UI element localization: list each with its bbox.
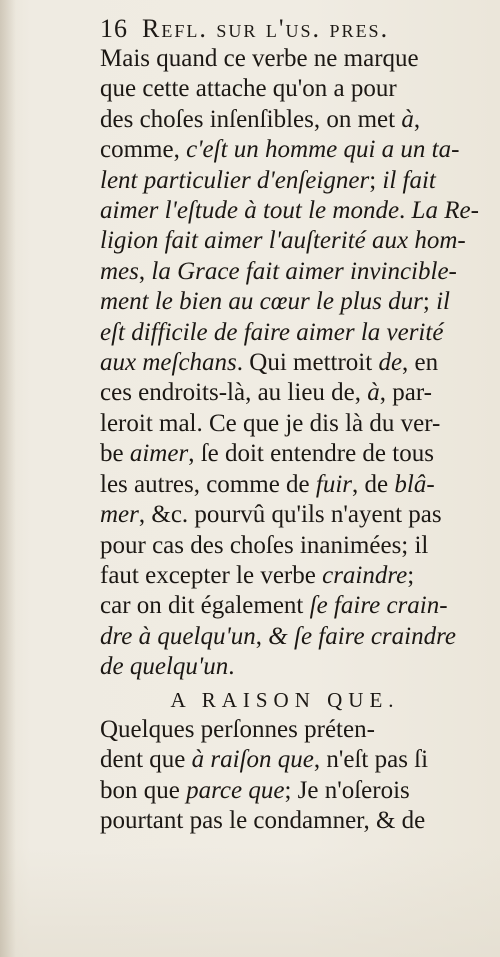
text-segment: ſe faire crain- (309, 592, 448, 620)
text-line (100, 226, 470, 256)
text-line (100, 378, 470, 408)
text-line (100, 622, 470, 652)
text-line (100, 715, 470, 745)
text-segment: car on dit également (100, 592, 310, 620)
text-segment: fuir (315, 470, 353, 498)
text-segment: aimer l'eſtude à tout le monde (100, 197, 400, 225)
text-segment: craindre (322, 561, 408, 589)
text-segment: ment le bien au cœur le plus dur (100, 288, 423, 316)
text-segment: ces endroits-là, au lieu de, (100, 379, 368, 407)
text-segment: dre à quelqu'un (100, 622, 256, 650)
text-segment: des choſes inſenſibles, on met (100, 105, 402, 133)
text-segment: c'eſt un homme qui a un ta- (186, 136, 460, 164)
text-segment: Quelques perſonnes préten- (100, 715, 375, 743)
text-segment: be (100, 440, 130, 468)
text-segment: à raiſon que (191, 746, 314, 774)
page-text (100, 44, 479, 837)
text-line (100, 257, 470, 287)
text-segment: , en (402, 349, 439, 377)
text-segment: . (399, 197, 412, 225)
text-segment: , n'eſt pas ſi (313, 746, 429, 774)
text-segment: A RAISON QUE. (170, 687, 400, 712)
text-segment: lent particulier d'enſeigner (100, 166, 370, 194)
text-segment: ; (407, 561, 415, 589)
text-segment: aux meſchans (100, 349, 237, 377)
text-segment: leroit mal. Ce que je dis là du ver- (100, 409, 441, 437)
text-line (100, 287, 470, 317)
text-segment: que cette attache qu'on a pour (100, 75, 397, 103)
text-segment: pour cas des choſes inanimées; il (100, 531, 429, 559)
text-segment: blâ- (394, 470, 435, 498)
text-segment: de (378, 349, 403, 377)
text-segment: de quelqu'un (100, 653, 229, 681)
text-segment: la Grace fait aimer invincible- (151, 257, 457, 285)
text-segment: La Re- (411, 197, 479, 225)
text-segment: , (138, 257, 152, 285)
text-segment: à (367, 379, 380, 407)
text-segment: ; (369, 166, 383, 194)
text-segment: , ſe doit entendre de tous (188, 440, 434, 468)
text-line (100, 439, 470, 469)
text-line (100, 135, 470, 165)
page-header (100, 14, 470, 44)
page-number: 16 (100, 14, 128, 43)
text-segment: , de (352, 470, 395, 498)
section-heading (100, 685, 470, 715)
text-line (100, 105, 470, 135)
text-segment: , par- (379, 379, 433, 407)
text-segment: les autres, comme de (100, 470, 316, 498)
text-segment: , (413, 105, 421, 133)
text-line (100, 470, 470, 500)
text-segment: bon que (100, 776, 187, 804)
text-segment: parce que (186, 776, 285, 804)
text-segment: . Qui mettroit (236, 349, 379, 377)
text-line (100, 44, 470, 74)
text-segment: mes (100, 257, 139, 285)
text-line (100, 500, 470, 530)
text-line (100, 318, 470, 348)
text-line (100, 591, 470, 621)
text-segment: il fait (382, 166, 436, 194)
text-segment: comme, (100, 136, 187, 164)
page-shadow (0, 847, 500, 957)
text-line (100, 348, 470, 378)
text-segment: dent que (100, 746, 192, 774)
text-line (100, 196, 479, 226)
text-line (100, 409, 470, 439)
text-segment: . (228, 653, 235, 681)
text-segment: il (436, 288, 450, 316)
text-segment: ; Je n'oſerois (284, 776, 410, 804)
text-line (100, 745, 470, 775)
text-line (100, 652, 470, 682)
text-segment: eſt difficile de faire aimer la verité (100, 318, 444, 346)
text-segment: pourtant pas le condamner, & de (100, 807, 426, 835)
text-line (100, 561, 470, 591)
text-line (100, 74, 470, 104)
text-segment: Mais quand ce verbe ne marque (100, 45, 419, 72)
text-segment: , (255, 622, 269, 650)
running-title: Refl. sur l'us. pres. (142, 14, 390, 43)
text-line (100, 531, 470, 561)
text-line (100, 776, 470, 806)
text-segment: , &c. pourvû qu'ils n'ayent pas (138, 501, 442, 529)
text-line (100, 166, 470, 196)
text-segment: & ſe faire craindre (268, 622, 456, 650)
text-segment: aimer (129, 440, 189, 468)
text-segment: ; (422, 288, 437, 316)
text-segment: mer (100, 501, 139, 529)
text-segment: à (401, 105, 414, 133)
text-line (100, 806, 470, 836)
text-segment: ligion fait aimer l'auſterité aux hom- (100, 227, 466, 255)
text-segment: faut excepter le verbe (100, 561, 323, 589)
